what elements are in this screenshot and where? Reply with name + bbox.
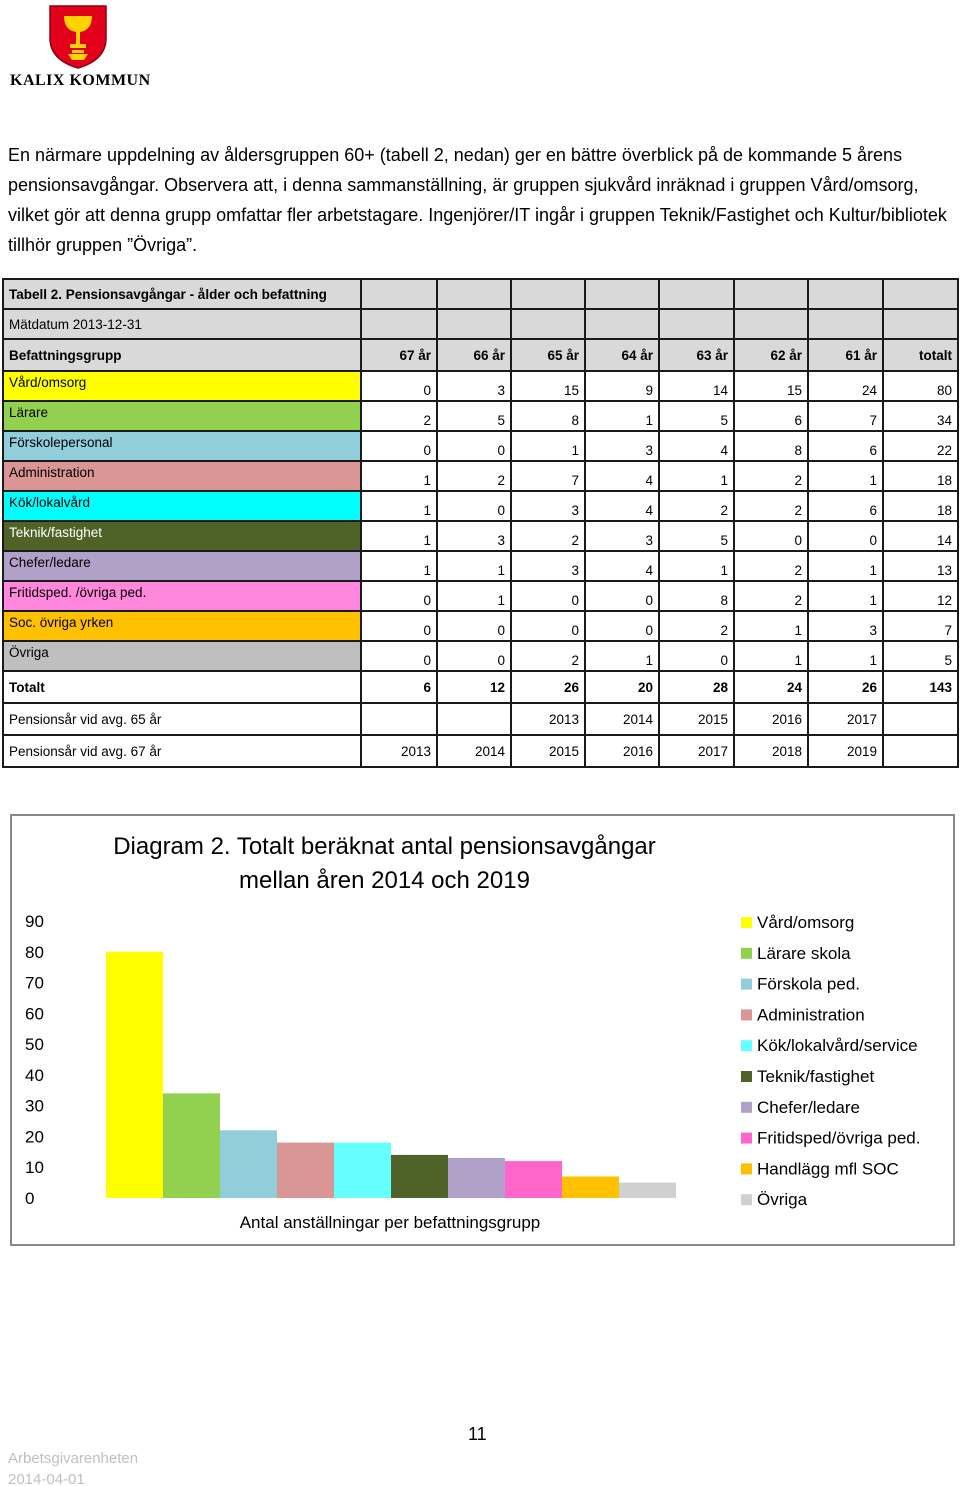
organization-name: KALIX KOMMUN xyxy=(10,72,151,89)
bar xyxy=(505,1161,562,1198)
value-cell: 5 xyxy=(437,401,511,431)
table-row xyxy=(3,371,958,401)
legend-swatch xyxy=(741,1194,752,1205)
value-cell: 15 xyxy=(734,371,808,401)
table-row xyxy=(3,431,958,461)
row-label: Lärare xyxy=(3,401,361,431)
bar xyxy=(277,1143,334,1198)
column-header-group: Befattningsgrupp xyxy=(3,339,361,371)
value-cell: 1 xyxy=(659,551,734,581)
value-cell: 5 xyxy=(659,521,734,551)
value-cell: 1 xyxy=(808,551,883,581)
table-cell xyxy=(659,279,734,309)
table-cell xyxy=(511,309,585,339)
table-row xyxy=(3,641,958,671)
value-cell: 8 xyxy=(511,401,585,431)
table-cell xyxy=(437,279,511,309)
value-cell: 0 xyxy=(437,431,511,461)
value-cell: 0 xyxy=(585,581,659,611)
value-cell: 0 xyxy=(659,641,734,671)
table-cell xyxy=(361,279,437,309)
year-cell: 2013 xyxy=(361,735,437,767)
value-cell: 1 xyxy=(734,611,808,641)
value-cell: 1 xyxy=(585,641,659,671)
table-row xyxy=(3,581,958,611)
table-row xyxy=(3,551,958,581)
intro-paragraph: En närmare uppdelning av åldersgruppen 60+ (tabell 2, nedan) ger en bättre överblick på de kommande 5 årens pensionsavgångar. Observera att, i denna sammanställning, är gruppen sjukvård inräknad i gruppen Vård/omsorg, vilket gör att denna grupp omfattar fler arbetstagare. Ingenjörer/IT ingår i gruppen Teknik/Fastighet och Kultur/bibliotek tillhör gruppen ”Övriga”. xyxy=(8,145,947,255)
value-cell: 4 xyxy=(585,461,659,491)
value-cell: 2 xyxy=(511,641,585,671)
column-header: 63 år xyxy=(659,339,734,371)
value-cell: 1 xyxy=(361,491,437,521)
value-cell: 6 xyxy=(734,401,808,431)
value-cell: 0 xyxy=(585,611,659,641)
value-cell: 0 xyxy=(808,521,883,551)
kalix-coat-of-arms-logo xyxy=(48,4,108,70)
value-cell: 13 xyxy=(883,551,958,581)
table-cell xyxy=(511,279,585,309)
value-cell: 2 xyxy=(437,461,511,491)
y-tick-label: 60 xyxy=(25,1004,44,1024)
value-cell: 34 xyxy=(883,401,958,431)
table-row xyxy=(3,703,958,735)
value-cell: 5 xyxy=(659,401,734,431)
value-cell: 0 xyxy=(361,581,437,611)
footer-department: Arbetsgivarenheten xyxy=(8,1450,139,1467)
value-cell: 3 xyxy=(437,521,511,551)
y-tick-label: 40 xyxy=(25,1065,44,1085)
y-tick-label: 30 xyxy=(25,1096,44,1116)
table-cell xyxy=(808,309,883,339)
bar xyxy=(163,1093,220,1198)
column-header: 62 år xyxy=(734,339,808,371)
y-tick-label: 90 xyxy=(25,912,44,931)
value-cell: 1 xyxy=(734,641,808,671)
column-header: 64 år xyxy=(585,339,659,371)
legend-label: Förskola ped. xyxy=(757,974,860,994)
value-cell: 0 xyxy=(361,431,437,461)
column-header: 65 år xyxy=(511,339,585,371)
table-row xyxy=(3,671,958,703)
value-cell: 7 xyxy=(511,461,585,491)
table-cell xyxy=(883,279,958,309)
total-cell: 26 xyxy=(808,671,883,703)
footer xyxy=(8,1448,138,1486)
table-row xyxy=(3,401,958,431)
table-cell xyxy=(734,279,808,309)
y-tick-label: 10 xyxy=(25,1158,44,1178)
table-cell xyxy=(808,279,883,309)
bar xyxy=(391,1155,448,1198)
y-tick-label: 80 xyxy=(25,942,44,962)
value-cell: 1 xyxy=(361,461,437,491)
total-cell: 20 xyxy=(585,671,659,703)
y-tick-label: 50 xyxy=(25,1035,44,1055)
bar xyxy=(106,952,163,1198)
column-header: 66 år xyxy=(437,339,511,371)
total-label: Totalt xyxy=(3,671,361,703)
table-cell xyxy=(659,309,734,339)
x-axis-label: Antal anställningar per befattningsgrupp xyxy=(239,1213,541,1232)
legend-swatch xyxy=(741,1163,752,1174)
legend-label: Kök/lokalvård/service xyxy=(757,1036,918,1056)
table-row xyxy=(3,611,958,641)
row-label: Fritidsped. /övriga ped. xyxy=(3,581,361,611)
value-cell: 0 xyxy=(437,611,511,641)
value-cell: 22 xyxy=(883,431,958,461)
year-cell xyxy=(883,735,958,767)
value-cell: 14 xyxy=(883,521,958,551)
value-cell: 0 xyxy=(361,611,437,641)
pension-65-label: Pensionsår vid avg. 65 år xyxy=(3,703,361,735)
year-cell xyxy=(361,703,437,735)
y-tick-label: 0 xyxy=(25,1189,35,1208)
value-cell: 0 xyxy=(437,491,511,521)
value-cell: 12 xyxy=(883,581,958,611)
total-cell: 12 xyxy=(437,671,511,703)
year-cell: 2016 xyxy=(585,735,659,767)
footer-date: 2014-04-01 xyxy=(8,1471,85,1486)
chart-title: Diagram 2. Totalt beräknat antal pensionsavgångar mellan åren 2014 och 2019 xyxy=(113,833,656,894)
row-label: Administration xyxy=(3,461,361,491)
year-cell: 2016 xyxy=(734,703,808,735)
value-cell: 4 xyxy=(585,491,659,521)
table-cell xyxy=(585,309,659,339)
chart-area xyxy=(10,814,955,1246)
value-cell: 1 xyxy=(585,401,659,431)
value-cell: 2 xyxy=(734,581,808,611)
total-cell: 6 xyxy=(361,671,437,703)
table-cell xyxy=(734,309,808,339)
column-header: 61 år xyxy=(808,339,883,371)
value-cell: 2 xyxy=(659,491,734,521)
value-cell: 1 xyxy=(659,461,734,491)
table-row xyxy=(3,521,958,551)
legend-label: Handlägg mfl SOC xyxy=(757,1159,899,1179)
value-cell: 6 xyxy=(808,491,883,521)
row-label: Förskolepersonal xyxy=(3,431,361,461)
value-cell: 0 xyxy=(734,521,808,551)
page-number: 11 xyxy=(468,1424,487,1444)
table-row xyxy=(3,339,958,371)
value-cell: 6 xyxy=(808,431,883,461)
value-cell: 0 xyxy=(511,611,585,641)
bar xyxy=(448,1158,505,1198)
value-cell: 1 xyxy=(808,581,883,611)
row-label: Övriga xyxy=(3,641,361,671)
y-tick-label: 20 xyxy=(25,1127,44,1147)
value-cell: 24 xyxy=(808,371,883,401)
value-cell: 1 xyxy=(437,581,511,611)
year-cell: 2015 xyxy=(659,703,734,735)
value-cell: 1 xyxy=(808,461,883,491)
value-cell: 0 xyxy=(361,641,437,671)
year-cell: 2015 xyxy=(511,735,585,767)
table-caption: Tabell 2. Pensionsavgångar - ålder och befattning xyxy=(3,279,361,309)
value-cell: 3 xyxy=(511,551,585,581)
column-header: totalt xyxy=(883,339,958,371)
value-cell: 4 xyxy=(659,431,734,461)
year-cell: 2017 xyxy=(659,735,734,767)
value-cell: 3 xyxy=(585,431,659,461)
year-cell: 2013 xyxy=(511,703,585,735)
total-cell: 24 xyxy=(734,671,808,703)
value-cell: 2 xyxy=(734,491,808,521)
row-label: Soc. övriga yrken xyxy=(3,611,361,641)
value-cell: 2 xyxy=(734,461,808,491)
legend-swatch xyxy=(741,948,752,959)
legend-label: Lärare skola xyxy=(757,943,851,963)
legend-label: Teknik/fastighet xyxy=(757,1067,875,1086)
year-cell xyxy=(883,703,958,735)
value-cell: 5 xyxy=(883,641,958,671)
value-cell: 9 xyxy=(585,371,659,401)
value-cell: 1 xyxy=(511,431,585,461)
value-cell: 3 xyxy=(511,491,585,521)
table-row xyxy=(3,491,958,521)
year-cell: 2018 xyxy=(734,735,808,767)
year-cell xyxy=(437,703,511,735)
value-cell: 2 xyxy=(659,611,734,641)
y-tick-label: 70 xyxy=(25,973,44,993)
value-cell: 18 xyxy=(883,491,958,521)
value-cell: 1 xyxy=(808,641,883,671)
total-cell: 26 xyxy=(511,671,585,703)
pension-table xyxy=(2,278,959,768)
row-label: Kök/lokalvård xyxy=(3,491,361,521)
legend-label: Fritidsped/övriga ped. xyxy=(757,1128,921,1148)
row-label: Chefer/ledare xyxy=(3,551,361,581)
value-cell: 7 xyxy=(883,611,958,641)
value-cell: 1 xyxy=(361,551,437,581)
value-cell: 15 xyxy=(511,371,585,401)
value-cell: 1 xyxy=(361,521,437,551)
legend-swatch xyxy=(741,1009,752,1020)
bar xyxy=(562,1176,619,1198)
value-cell: 14 xyxy=(659,371,734,401)
legend-swatch xyxy=(741,1133,752,1144)
legend-label: Chefer/ledare xyxy=(757,1097,861,1117)
value-cell: 80 xyxy=(883,371,958,401)
value-cell: 0 xyxy=(511,581,585,611)
table-cell xyxy=(883,309,958,339)
total-cell: 28 xyxy=(659,671,734,703)
legend-swatch xyxy=(741,917,752,928)
column-header: 67 år xyxy=(361,339,437,371)
table-cell xyxy=(585,279,659,309)
value-cell: 8 xyxy=(734,431,808,461)
year-cell: 2017 xyxy=(808,703,883,735)
year-cell: 2014 xyxy=(585,703,659,735)
value-cell: 7 xyxy=(808,401,883,431)
value-cell: 2 xyxy=(734,551,808,581)
table-row xyxy=(3,279,958,309)
value-cell: 8 xyxy=(659,581,734,611)
legend-label: Vård/omsorg xyxy=(757,913,855,932)
table-cell xyxy=(437,309,511,339)
year-cell: 2019 xyxy=(808,735,883,767)
bar-chart xyxy=(12,816,957,1248)
value-cell: 0 xyxy=(437,641,511,671)
value-cell: 18 xyxy=(883,461,958,491)
legend-label: Övriga xyxy=(757,1190,808,1210)
table-row xyxy=(3,735,958,767)
pension-67-label: Pensionsår vid avg. 67 år xyxy=(3,735,361,767)
table-row xyxy=(3,309,958,339)
legend-swatch xyxy=(741,1071,752,1082)
value-cell: 2 xyxy=(511,521,585,551)
year-cell: 2014 xyxy=(437,735,511,767)
row-label: Vård/omsorg xyxy=(3,371,361,401)
measurement-date: Mätdatum 2013-12-31 xyxy=(3,309,361,339)
total-cell: 143 xyxy=(883,671,958,703)
table-cell xyxy=(361,309,437,339)
legend-swatch xyxy=(741,1040,752,1051)
value-cell: 0 xyxy=(361,371,437,401)
value-cell: 3 xyxy=(585,521,659,551)
value-cell: 3 xyxy=(437,371,511,401)
value-cell: 2 xyxy=(361,401,437,431)
row-label: Teknik/fastighet xyxy=(3,521,361,551)
bar xyxy=(334,1143,391,1198)
legend-swatch xyxy=(741,979,752,990)
table-row xyxy=(3,461,958,491)
bar xyxy=(619,1183,676,1198)
value-cell: 4 xyxy=(585,551,659,581)
value-cell: 1 xyxy=(437,551,511,581)
bar xyxy=(220,1130,277,1198)
legend-label: Administration xyxy=(757,1005,865,1025)
value-cell: 3 xyxy=(808,611,883,641)
legend-swatch xyxy=(741,1102,752,1113)
